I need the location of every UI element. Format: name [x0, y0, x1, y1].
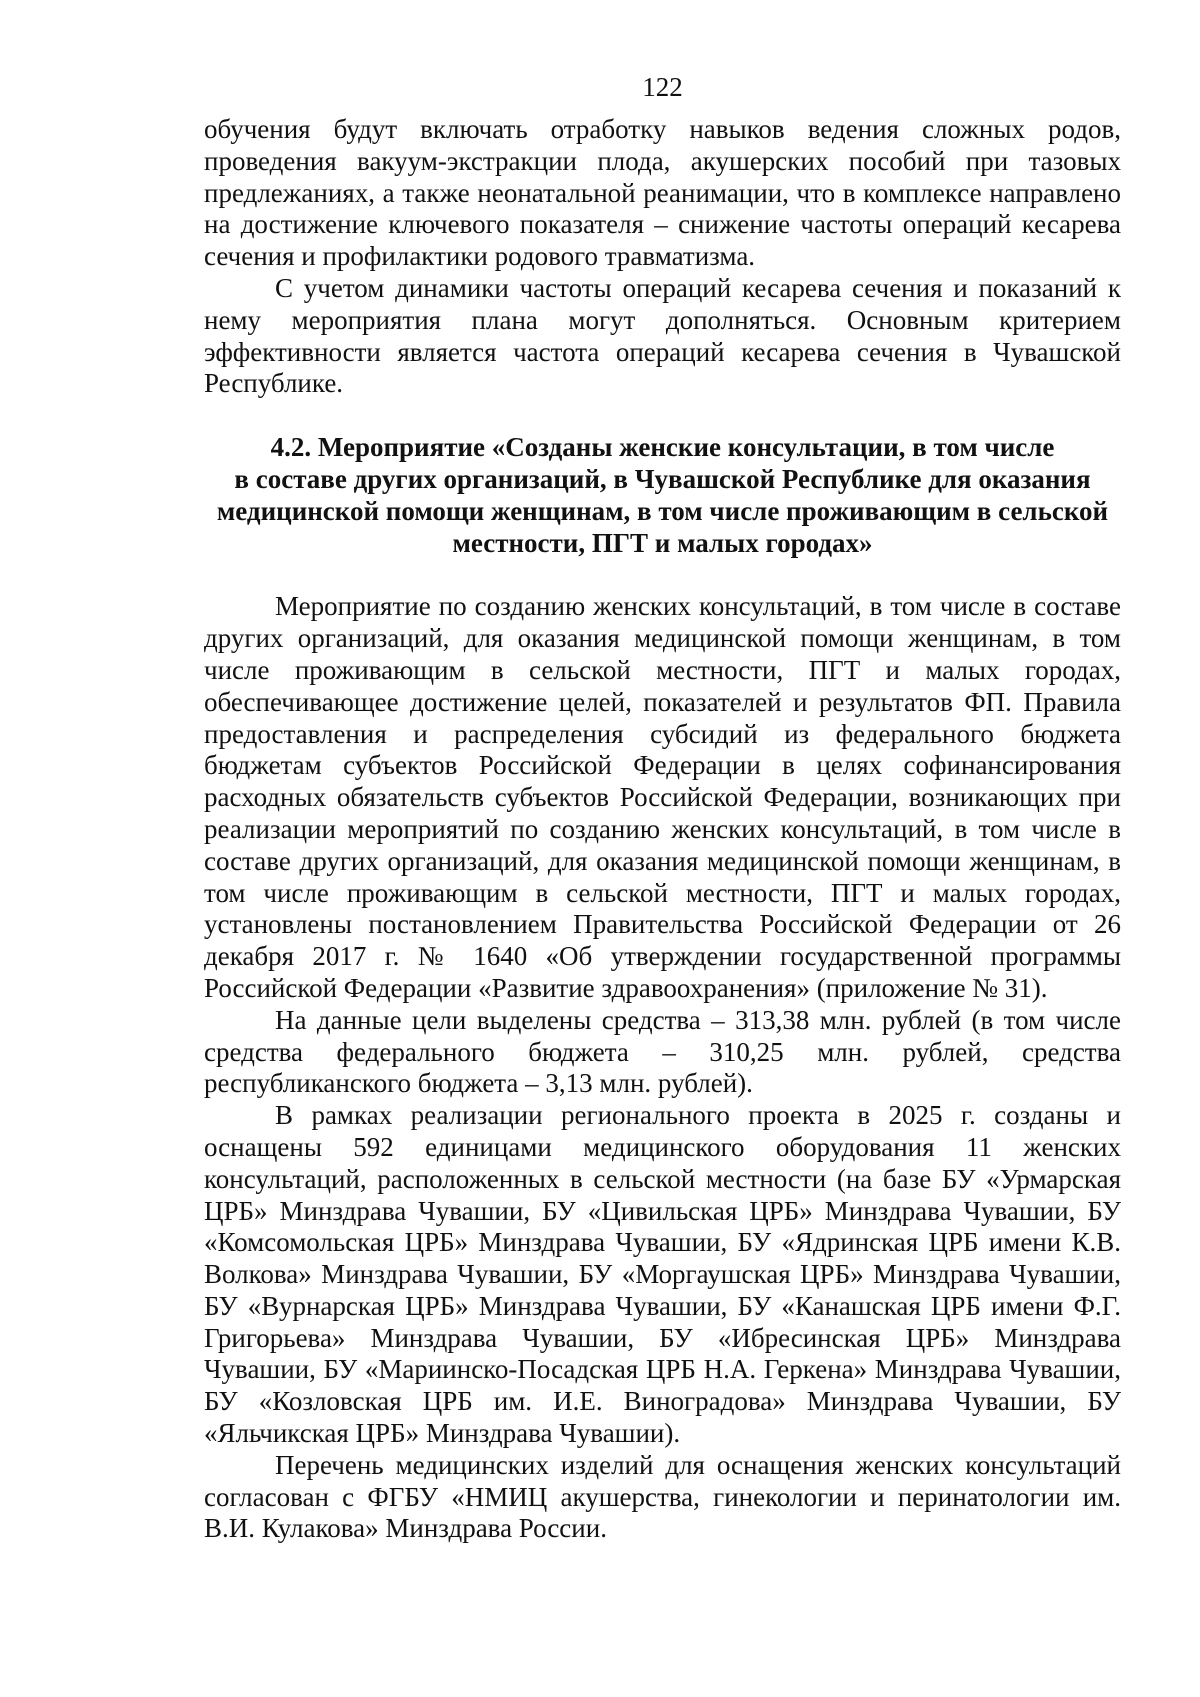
- section-heading-line: медицинской помощи женщинам, в том числе проживающим в сельской: [216, 495, 1109, 526]
- paragraph: Перечень медицинских изделий для оснащения женских консультаций согласован с ФГБУ «НМИЦ акушерства, гинекологии и перинатологии им. В.И. Кулакова» Минздрава России.: [204, 1449, 1121, 1544]
- paragraph-continuation: обучения будут включать отработку навыков ведения сложных родов, проведения вакуум-экстракции плода, акушерских пособий при тазовых предлежаниях, а также неонатальной реанимации, что в комплексе направлено на достижение ключевого показателя – снижение частоты операций кесарева сечения и профилактики родового травматизма.: [204, 114, 1121, 272]
- paragraph: В рамках реализации регионального проекта в 2025 г. созданы и оснащены 592 единицами медицинского оборудования 11 женских консультаций, расположенных в сельской местности (на базе БУ «Урмарская ЦРБ» Минздрава Чувашии, БУ «Цивильская ЦРБ» Минздрава Чувашии, БУ «Комсомольская ЦРБ» Минздрава Чувашии, БУ «Ядринская ЦРБ имени К.В. Волкова» Минздрава Чувашии, БУ «Моргаушская ЦРБ» Минздрава Чувашии, БУ «Вурнарская ЦРБ» Минздрава Чувашии, БУ «Канашская ЦРБ имени Ф.Г. Григорьева» Минздрава Чувашии, БУ «Ибресинская ЦРБ» Минздрава Чувашии, БУ «Мариинско-Посадская ЦРБ Н.А. Геркена» Минздрава Чувашии, БУ «Козловская ЦРБ им. И.Е. Виноградова» Минздрава Чувашии, БУ «Яльчикская ЦРБ» Минздрава Чувашии).: [204, 1100, 1121, 1449]
- paragraph: Мероприятие по созданию женских консультаций, в том числе в составе других организаций, для оказания медицинской помощи женщинам, в том числе проживающим в сельской местности, ПГТ и малых городах, обеспечивающее достижение целей, показателей и результатов ФП. Правила предоставления и распределения субсидий из федерального бюджета бюджетам субъектов Российской Федерации в целях софинансирования расходных обязательств субъектов Российской Федерации, возникающих при реализации мероприятий по созданию женских консультаций, в том числе в составе других организаций, для оказания медицинской помощи женщинам, в том числе проживающим в сельской местности, ПГТ и малых городах, установлены постановлением Правительства Российской Федерации от 26 декабря 2017 г. № 1640 «Об утверждении государственной программы Российской Федерации «Развитие здравоохранения» (приложение № 31).: [204, 591, 1121, 1003]
- section-heading-line: 4.2. Мероприятие «Созданы женские консультации, в том числе: [270, 432, 1055, 463]
- section-heading-line: местности, ПГТ и малых городах»: [452, 527, 873, 558]
- document-body: [204, 114, 1121, 1545]
- paragraph: С учетом динамики частоты операций кесарева сечения и показаний к нему мероприятия плана могут дополняться. Основным критерием эффективности является частота операций кесарева сечения в Чувашской Республике.: [204, 272, 1121, 399]
- page-number: 122: [642, 72, 683, 102]
- section-heading-line: в составе других организаций, в Чувашской Республике для оказания: [234, 463, 1091, 494]
- section-heading: [204, 432, 1121, 559]
- paragraph: На данные цели выделены средства – 313,38 млн. рублей (в том числе средства федерального бюджета – 310,25 млн. рублей, средства республиканского бюджета – 3,13 млн. рублей).: [204, 1004, 1121, 1099]
